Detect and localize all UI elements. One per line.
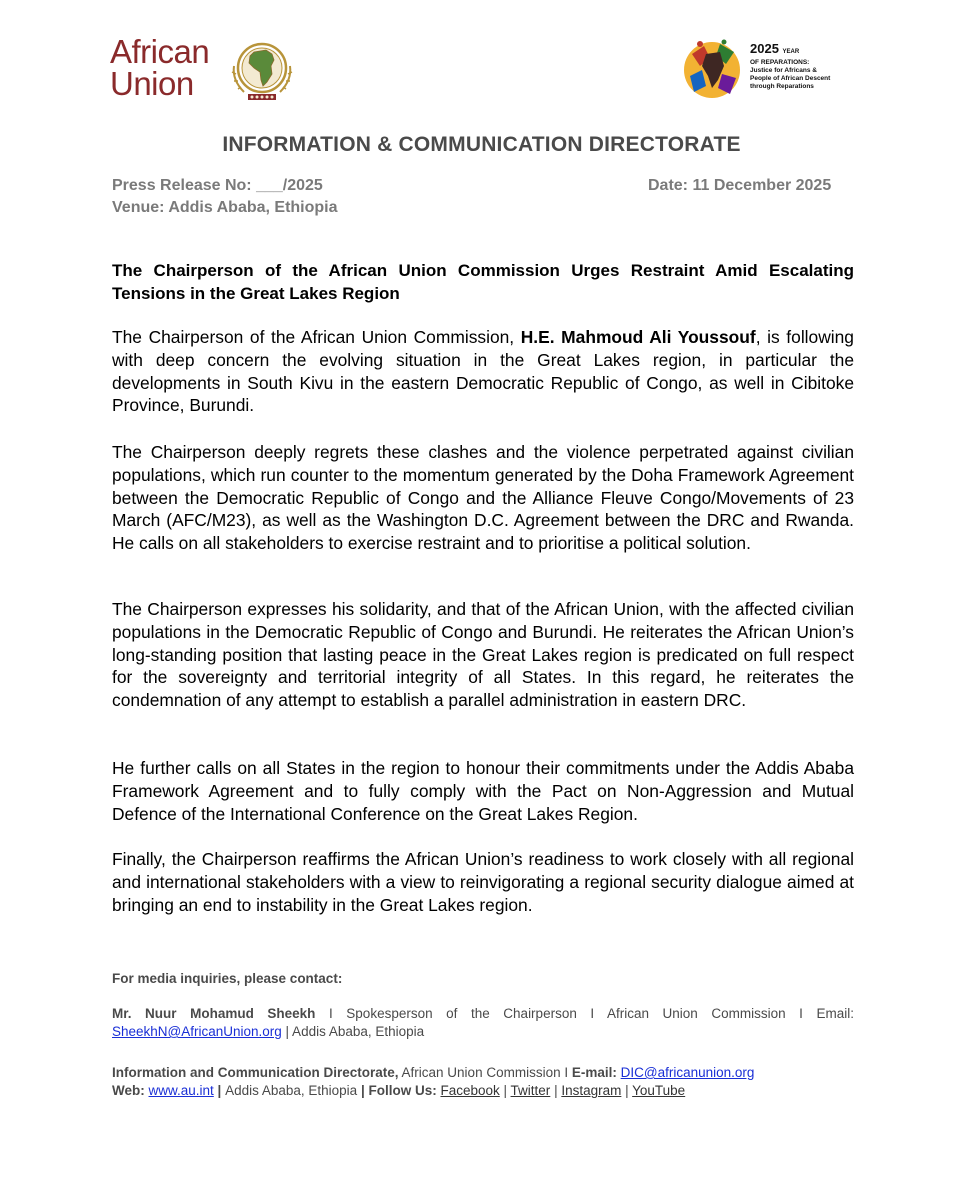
reparations-text xyxy=(750,42,830,91)
reparations-line1: OF REPARATIONS: xyxy=(750,59,810,66)
body-paragraph-1: The Chairperson of the African Union Commission, H.E. Mahmoud Ali Youssouf, is following with deep concern the evolving situation in the Great Lakes region, in particular the developments in South Kivu in the eastern Democratic Republic of Congo, as well in Cibitoke Province, Burundi. xyxy=(112,327,854,416)
reparations-year: 2025 xyxy=(750,41,779,56)
venue: Venue: Addis Ababa, Ethiopia xyxy=(112,199,338,216)
reparations-emblem-icon xyxy=(680,36,744,102)
website-link[interactable]: www.au.int xyxy=(148,1083,214,1098)
au-logo-line2: Union xyxy=(110,65,194,102)
press-release-meta xyxy=(112,175,338,219)
directorate-name: Information and Communication Directorate, xyxy=(112,1065,399,1080)
press-release-title: The Chairperson of the African Union Commission Urges Restraint Amid Escalating Tensions in the Great Lakes Region xyxy=(112,261,854,303)
body-paragraph-3: The Chairperson expresses his solidarity, and that of the African Union, with the affected civilian populations in the Democratic Republic of Congo and Burundi. He reiterates the African Union’s long-standing position that lasting peace in the Great Lakes region is predicated on full respect for the sovereignty and territorial integrity of all States. In this regard, he reiterates the condemnation of any attempt to establish a parallel administration in eastern DRC. xyxy=(112,599,854,711)
directorate-contact: Information and Communication Directorate, African Union Commission I E-mail: DIC@africanunion.org Web: www.au.int | Addis Ababa, Ethiopia | Follow Us: Facebook | Twitter | Instagram | YouTube xyxy=(112,1065,755,1098)
media-inquiries-heading: For media inquiries, please contact: xyxy=(112,971,343,986)
au-logo-wordmark xyxy=(110,33,210,102)
reparations-line2: Justice for Africans & xyxy=(750,67,817,74)
reparations-line4: through Reparations xyxy=(750,83,814,90)
spokesperson-contact: Mr. Nuur Mohamud Sheekh I Spokesperson of the Chairperson I African Union Commission I Email: SheekhN@AfricanUnion.org | Addis Ababa, Ethiopia xyxy=(112,1006,854,1039)
release-date: Date: 11 December 2025 xyxy=(648,177,832,194)
instagram-link[interactable]: Instagram xyxy=(561,1083,622,1098)
reparations-logo xyxy=(680,36,850,102)
reparations-line3: People of African Descent xyxy=(750,75,831,82)
spokesperson-email-link[interactable]: SheekhN@AfricanUnion.org xyxy=(112,1024,282,1039)
au-logo-line1: African xyxy=(110,33,210,70)
reparations-year-word: YEAR xyxy=(782,49,800,55)
african-union-logo xyxy=(110,33,300,108)
twitter-link[interactable]: Twitter xyxy=(510,1083,551,1098)
youtube-link[interactable]: YouTube xyxy=(632,1083,686,1098)
au-emblem-icon xyxy=(226,36,298,106)
directorate-email-link[interactable]: DIC@africanunion.org xyxy=(620,1065,755,1080)
body-paragraph-4: He further calls on all States in the region to honour their commitments under the Addis Ababa Framework Agreement and to fully comply with the Pact on Non-Aggression and Mutual Defence of the International Conference on the Great Lakes Region. xyxy=(112,758,854,824)
body-paragraph-5: Finally, the Chairperson reaffirms the African Union’s readiness to work closely with all regional and international stakeholders with a view to reinvigorating a regional security dialogue aimed at bringing an end to instability in the Great Lakes region. xyxy=(112,849,854,915)
body-paragraph-2: The Chairperson deeply regrets these clashes and the violence perpetrated against civilian populations, which run counter to the momentum generated by the Doha Framework Agreement between the Democratic Republic of Congo and the Alliance Fleuve Congo/Movements of 23 March (AFC/M23), as well as the Washington D.C. Agreement between the DRC and Rwanda. He calls on all stakeholders to exercise restraint and to prioritise a political solution. xyxy=(112,442,854,554)
press-release-number: Press Release No: ___/2025 xyxy=(112,177,323,194)
directorate-heading: INFORMATION & COMMUNICATION DIRECTORATE xyxy=(222,133,741,156)
chairperson-name: H.E. Mahmoud Ali Youssouf xyxy=(520,327,756,347)
spokesperson-name: Mr. Nuur Mohamud Sheekh xyxy=(112,1006,316,1021)
facebook-link[interactable]: Facebook xyxy=(440,1083,500,1098)
